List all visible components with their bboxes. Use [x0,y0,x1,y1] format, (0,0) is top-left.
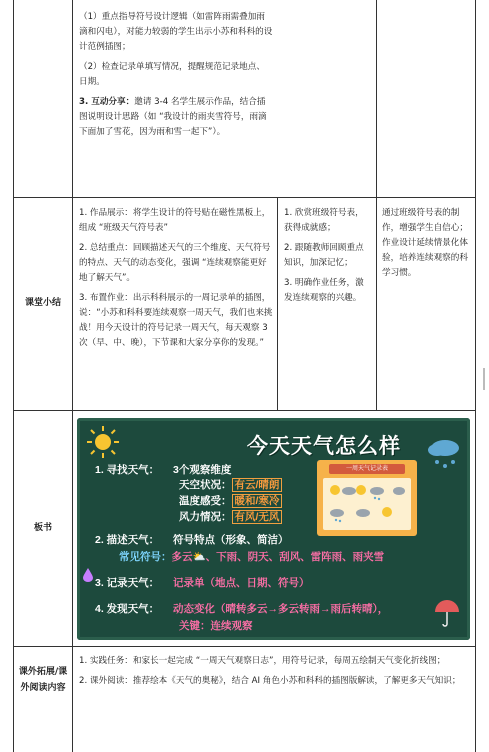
weekly-chart-title: 一周天气记录表 [329,464,405,474]
s1-item-3-val: 有风/无风 [232,510,283,524]
row2-student-2: 2. 跟随教师回顾重点知识，加深记忆； [284,243,364,268]
partly-cloudy-icon: ⛅ [192,551,206,563]
row2-teacher-3: 3. 布置作业：出示科科展示的一周记录单的插图，说：“小苏和科科要连续观察一周天气，我们也来挑战！用今天设计的符号记录一周天气，每天观察 3 次（早、中、晚），下节课和大家分享你的发现。” [79,293,273,348]
s2-symbols [119,549,384,564]
row-divider-3 [13,646,476,647]
col-divider-1 [72,0,73,752]
row2-intent-cell [382,206,472,286]
row4-label: 课外拓展/课外阅读内容 [18,667,68,693]
s1-item-1-val: 有云/晴朗 [232,478,283,492]
s3-text: 记录单（地点、日期、符号） [173,577,310,589]
board-title: 今天天气怎么样 [247,435,401,458]
row1-step3-title: 3. 互动分享： [79,97,135,107]
raindrop-icon [83,568,93,582]
row1-teacher-cell [79,10,273,145]
s1-item-2-key: 温度感受： [179,495,232,507]
s4-key: 关键：连续观察 [179,620,253,632]
blackboard-image [77,418,470,640]
weather-symbols-icon [327,482,407,526]
s1-item-3 [179,509,282,524]
s1-sub: 3个观察维度 [173,464,232,476]
s1-head: 1. 寻找天气： [95,464,160,476]
s1-item-2 [179,493,282,508]
row4-content-cell [79,654,471,694]
s2-text-value: 符号特点（形象、简洁） [173,534,289,546]
rain-cloud-icon [425,436,465,472]
row2-intent: 通过班级符号表的制作，增强学生自信心；作业设计延续情景化体验，培养连续观察的科学习惯。 [382,208,468,278]
col-divider-2 [277,197,278,410]
s1-item-2-val: 暖和/寒冷 [232,494,283,508]
col-divider-3 [376,0,377,410]
row2-student-3: 3. 明确作业任务，激发连续观察的兴趣。 [284,278,364,303]
s4-head: 4. 发现天气： [95,603,160,615]
s1-item-1-key: 天空状况： [179,479,232,491]
row-divider-1 [13,197,476,198]
s4-text: 动态变化（晴转多云→多云转雨→雨后转晴）， [173,603,389,615]
s2-sym-label: 常见符号： [119,551,172,563]
row4-line-2: 2. 课外阅读：推荐绘本《天气的奥秘》，结合 AI 角色小苏和科科的插图版解读，了解更多天气知识； [79,676,461,686]
table-right-border [475,0,476,752]
weekly-weather-chart [317,460,417,536]
s3-head: 3. 记录天气： [95,577,160,589]
row2-teacher-2: 2. 总结重点：回顾描述天气的三个维度、天气符号的特点、天气的动态变化，强调 “连续观察能更好地了解天气”。 [79,243,271,283]
row2-teacher-1: 1. 作品展示：将学生设计的符号贴在磁性黑板上，组成 “班级天气符号表” [79,208,271,233]
row3-label: 板书 [33,523,52,533]
row1-line-1: （1）重点指导符号设计逻辑（如雷阵雨需叠加雨滴和闪电），对能力较弱的学生出示小苏和科科的设计范例插图； [79,12,273,52]
scrollbar-thumb[interactable] [483,368,485,390]
row2-student-cell [284,206,372,311]
s2-rest: 、下雨、阴天、刮风、雷阵雨、雨夹雪 [205,551,385,563]
sun-icon [85,424,121,460]
s2-text [173,532,289,547]
row1-step3 [79,95,273,140]
row1-step3-text: 邀请 3-4 名学生展示作品，结合插图说明设计思路（如 “我设计的雨夹雪符号，雨滴下面加了雪花，因为雨和雪一起下”）。 [79,97,267,137]
s1-item-3-key: 风力情况： [179,511,232,523]
s2-syms: 多云 [171,551,193,563]
row2-student-1: 1. 欣赏班级符号表，获得成就感； [284,208,364,233]
table-left-border [13,0,14,752]
s2-head: 2. 描述天气： [95,534,160,546]
s1-item-1 [179,477,282,492]
row-divider-2 [13,410,476,411]
umbrella-icon [433,598,461,628]
row4-line-1: 1. 实践任务：和家长一起完成 “一周天气观察日志”，用符号记录，每周五绘制天气变化折线图； [79,656,446,666]
row2-label: 课堂小结 [24,298,61,308]
row2-teacher-cell [79,206,273,356]
row1-line-2: （2）检查记录单填写情况，提醒规范记录地点、日期。 [79,62,265,87]
